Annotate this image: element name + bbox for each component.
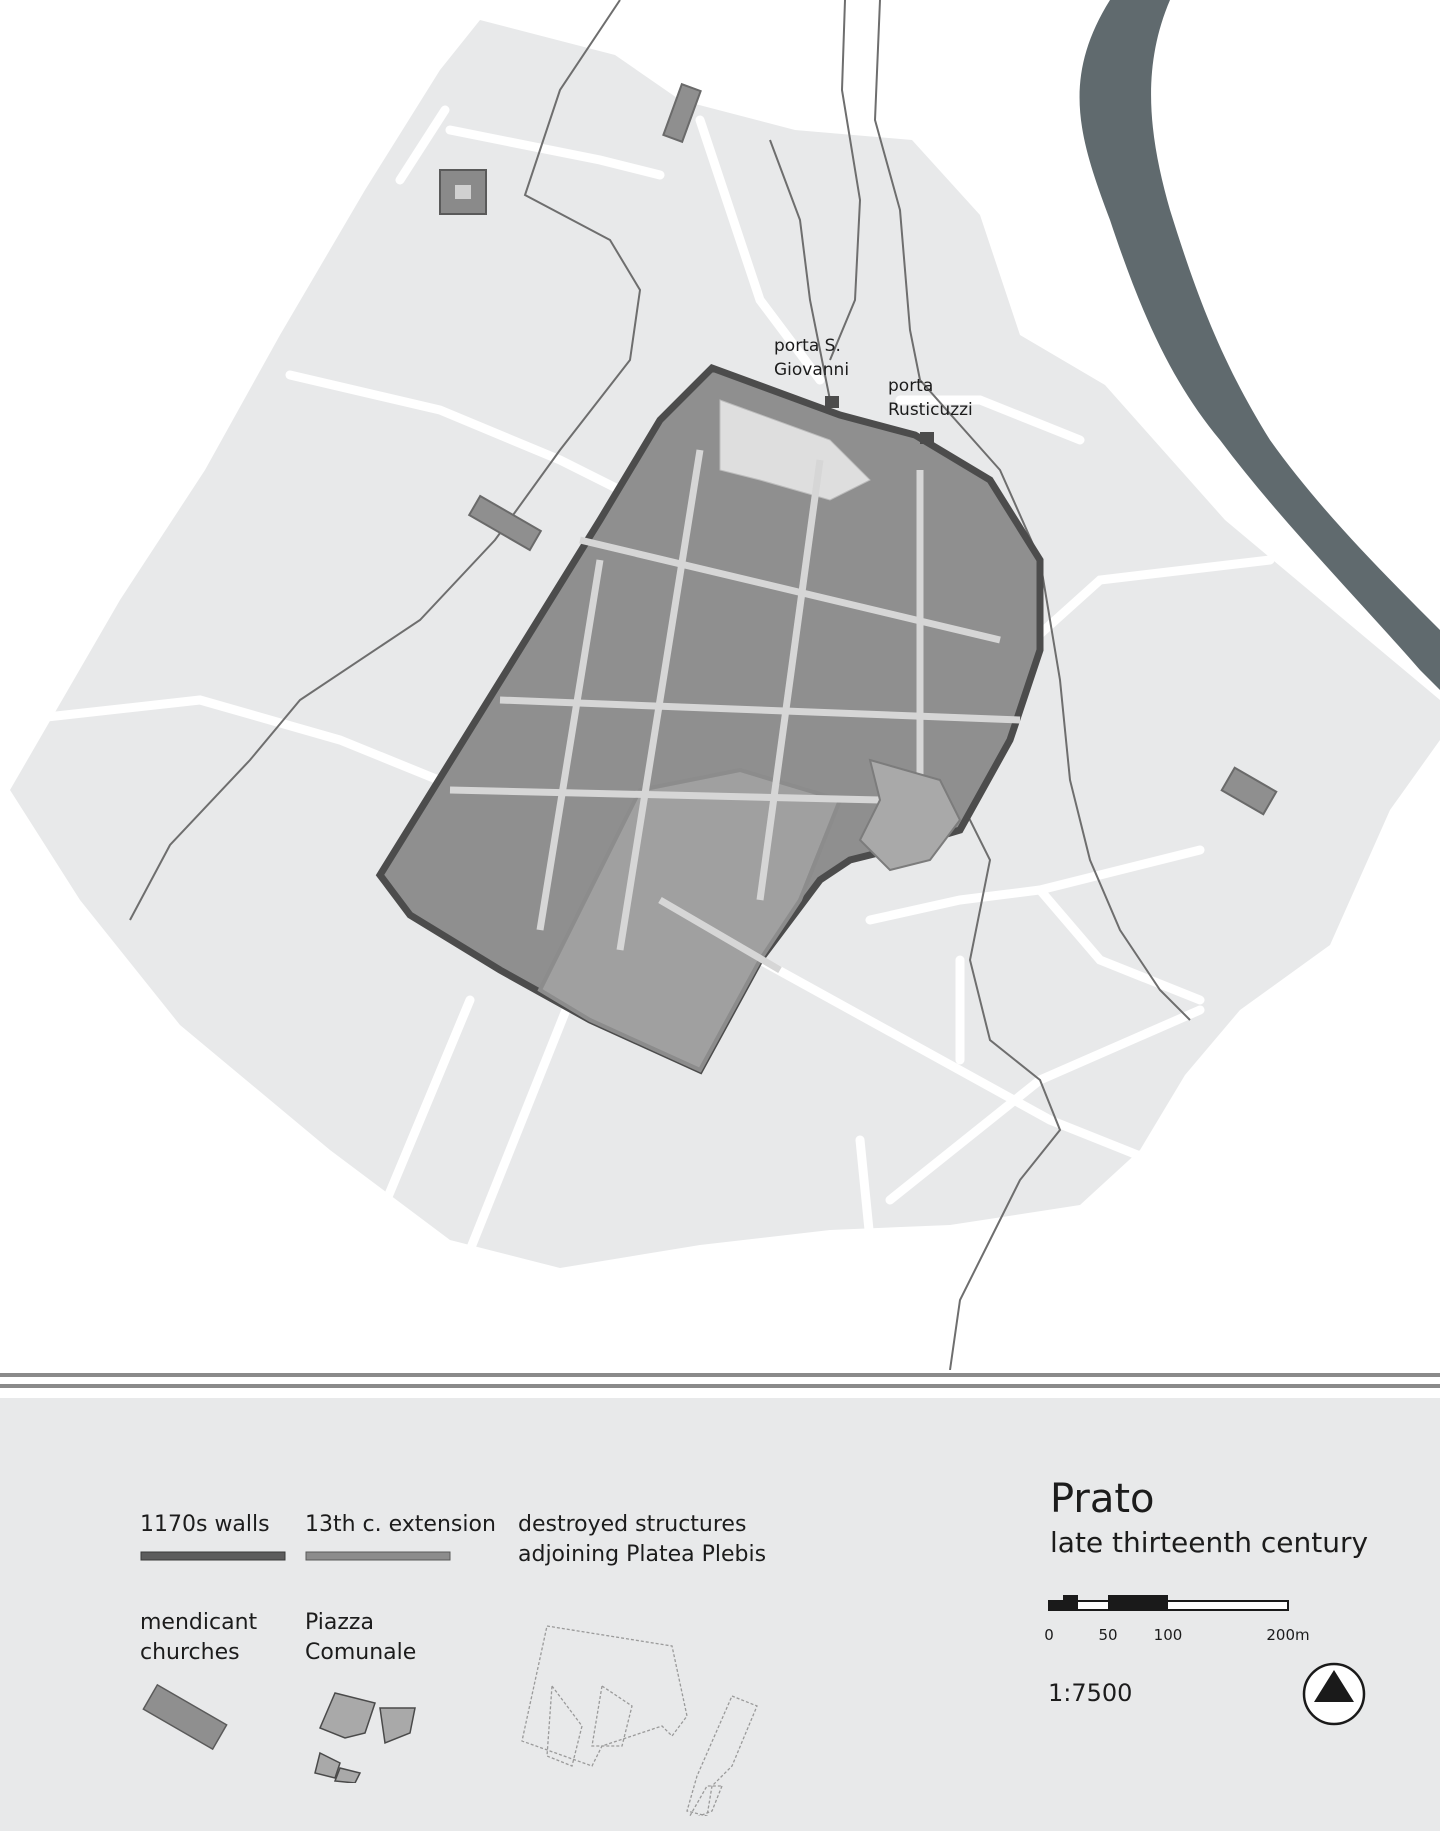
legend-swatch-walls-1170s [140,1550,290,1562]
map-subtitle: late thirteenth century [1050,1526,1369,1559]
scale-tick-100: 100 [1153,1626,1183,1644]
porta-rusticuzzi [920,432,934,444]
gate-label-san-giovanni: porta S. Giovanni [774,336,850,380]
porta-san-giovanni [825,396,839,408]
mendicant-church-northwest [440,170,486,214]
legend-label-extension-13th-c: 13th c. extension [305,1512,496,1537]
legend-swatch-mendicant-churches [140,1683,240,1763]
legend-swatch-piazza-comunale [305,1683,425,1783]
legend-swatch-extension-13th-c [305,1550,455,1562]
north-arrow-icon [1300,1660,1368,1728]
legend-label-piazza-comunale: Piazza Comunale [305,1610,417,1665]
separator-line-top [0,1373,1440,1377]
legend-label-walls-1170s: 1170s walls [140,1512,270,1537]
legend-swatch-destroyed-structures [512,1616,812,1816]
scale-tick-200m: 200m [1266,1626,1310,1644]
map-title: Prato [1050,1476,1155,1522]
scale-tick-50: 50 [1098,1626,1118,1644]
legend-label-mendicant-churches: mendicant churches [140,1610,258,1665]
legend-panel [0,1398,1440,1831]
gate-label-rusticuzzi: porta Rusticuzzi [888,376,973,420]
scale-tick-0: 0 [1044,1626,1054,1644]
scale-ratio: 1:7500 [1048,1679,1133,1707]
separator-line-bottom [0,1384,1440,1388]
scale-bar [1048,1583,1298,1619]
legend-label-destroyed-structures: destroyed structures adjoining Platea Plebis [518,1512,767,1567]
